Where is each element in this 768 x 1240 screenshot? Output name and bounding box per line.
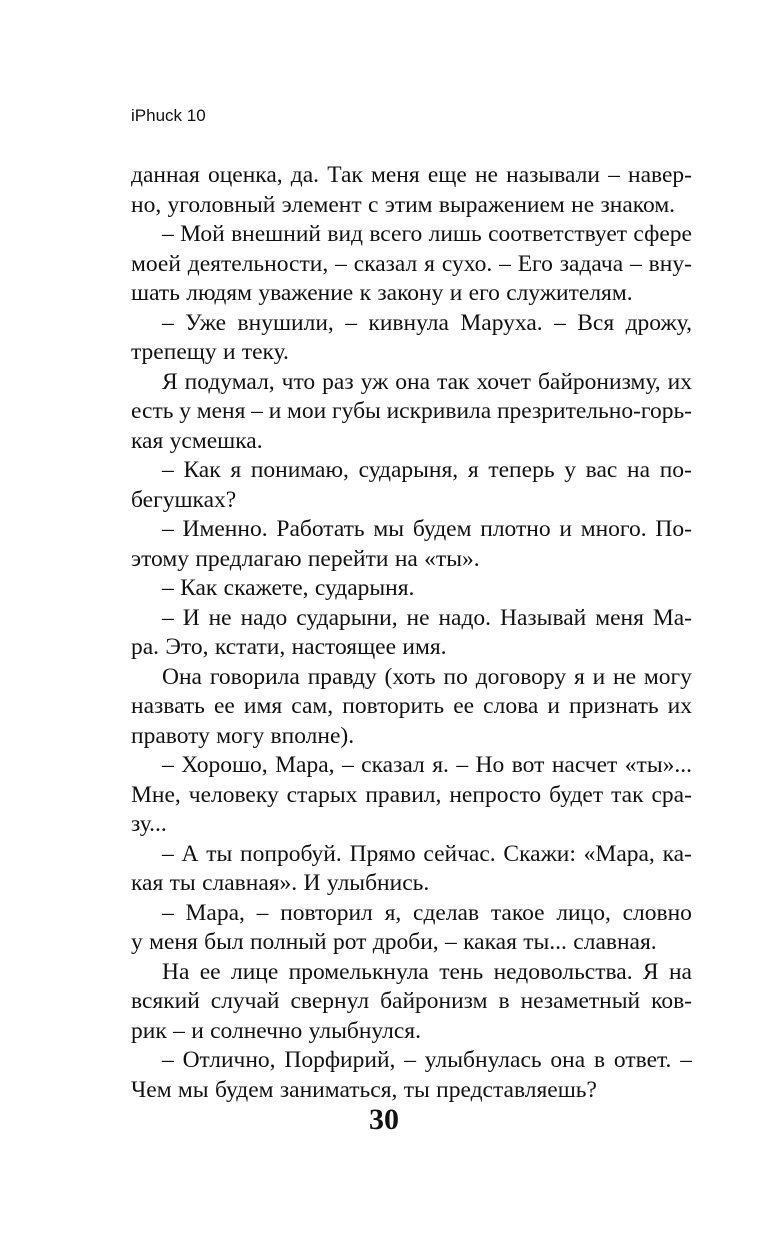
word: – [341,752,354,778]
word: – [345,309,357,336]
text-line [131,368,692,398]
word: губы [332,398,381,424]
word: скажете, [223,575,309,601]
word: «Мара, [583,840,655,867]
word: Мара, [185,899,245,926]
word: к [359,280,372,306]
word: кивнула [368,309,449,336]
word: уголовный [167,191,276,218]
word: представляешь? [436,1076,597,1103]
word: рот [332,929,367,955]
word: байронизм [380,988,488,1014]
word: теперь [488,457,555,483]
word: сказал [353,250,418,277]
word: всего [369,221,423,247]
word: я. [432,752,449,778]
word: Ма- [652,604,692,631]
word: Это, [165,634,209,660]
word: бегушках? [131,486,237,513]
word: ты [169,870,196,896]
word: будет [549,781,604,808]
word: ка- [662,840,692,867]
word: выражением [438,191,565,218]
word: – [404,1047,416,1073]
text-line [131,987,692,1017]
word: будем [412,516,472,542]
running-head: iPhuck 10 [131,106,206,125]
word: А [181,840,199,867]
word: кая [131,427,164,454]
word: вас [585,457,618,483]
text-line [131,574,692,604]
word: но, [131,191,162,218]
word: сударыня, [358,457,459,483]
word: этому [131,545,189,572]
text-line [131,751,692,781]
word: говорила [209,663,300,690]
word: меня [196,398,246,424]
word: настоящее [291,634,397,660]
word: незаметный [520,988,641,1014]
word: понимаю, [250,457,349,483]
word: мы [373,516,405,542]
word: Я [642,958,659,985]
word: – [680,1047,692,1073]
word: договору [475,663,567,690]
word: Отлично, [182,1047,276,1073]
word: деятельности, [187,250,329,277]
word: свернул [290,988,370,1014]
word: и [268,398,282,424]
word: не [406,604,430,631]
word: – [162,309,174,336]
word: сейчас. [423,840,496,867]
text-line [131,1076,692,1106]
word: у [131,929,143,955]
word: повторить [342,693,445,719]
word: в [498,988,510,1014]
word: искривила [386,398,492,424]
word: лицо, [556,899,611,926]
word: – [162,516,174,542]
word: усмешка. [169,427,263,454]
word: знаком. [600,191,676,218]
word: есть [131,398,174,424]
word: сра- [651,781,692,808]
word: с [367,191,379,218]
text-line [131,545,692,575]
word: полный [249,929,327,955]
page-number: 30 [369,1103,399,1136]
word: имя. [402,634,447,660]
word: не [208,604,232,631]
text-line [131,781,692,811]
word: Вся [577,309,615,336]
text-line [131,604,692,634]
word: на [394,545,418,572]
text-line [131,692,692,722]
word: вот [511,752,545,778]
word: плотно [480,516,551,542]
word: я [230,457,242,483]
word: такое [490,899,545,926]
word: – [251,398,263,424]
word: на [668,958,692,985]
word: на [627,457,651,483]
word: недовольства. [493,958,633,985]
word: промелькнула [288,958,429,985]
text-line [131,191,692,221]
word: – [173,1017,185,1044]
word: я [573,663,585,690]
word: их [667,693,692,719]
word: их [667,368,692,395]
text-line [131,869,692,899]
word: ее [213,693,235,719]
word: На [162,958,190,985]
word: Я [162,368,178,395]
word: у [564,457,576,483]
word: – [630,250,642,277]
word: кая [131,870,164,896]
word: Мой [180,221,225,247]
word: ты [206,840,233,867]
word: сам, [291,693,334,719]
word: элемент [281,191,362,218]
word: И [182,604,200,631]
word: и [559,516,572,542]
text-line [131,456,692,486]
word: сказал [361,752,425,778]
word: сударыня. [314,575,415,601]
word: Мара, [275,752,335,778]
word: еще [427,162,467,188]
word: правоту [131,722,210,749]
word: тень [439,958,484,985]
word: раз [322,368,354,395]
word: вполне). [270,722,355,749]
word: надо [240,604,288,631]
word: я, [384,899,402,926]
word: случай [210,988,280,1014]
word: Скажи: [503,840,576,867]
text-line [131,515,692,545]
word: Уже [185,309,227,336]
word: – [162,840,174,867]
word: хочет [476,368,531,395]
word: Она [162,663,202,690]
word: Маруха. [460,309,543,336]
word: Как [180,575,218,601]
word: ков- [651,988,692,1014]
word: признать [569,693,659,719]
word: солнечно [210,1017,303,1044]
word: – [456,752,469,778]
text-line [131,279,692,309]
word: его [468,280,500,306]
word: По- [655,516,692,542]
word: Прямо [349,840,416,867]
word: уж [360,368,389,395]
word: назвать [131,693,205,719]
text-line [131,1046,692,1076]
word: был [204,929,244,955]
word: – [162,221,174,247]
word: – [162,1047,174,1073]
text-line [131,810,692,840]
word: данная [131,162,200,188]
word: внешний [231,221,322,247]
word: я [424,250,435,277]
text-line [131,840,692,870]
word: вну- [648,250,692,277]
word: И [303,870,321,896]
text-line [131,633,692,663]
word: зу... [131,811,167,837]
word: старых [286,781,358,808]
word: теку. [241,339,289,365]
word: правил, [365,781,442,808]
word: – [162,752,174,778]
word: Работать [276,516,365,542]
word: уважение [258,280,354,306]
word: я [467,457,479,483]
text-line [131,722,692,752]
word: Мне, [131,781,181,808]
word: мои [287,398,327,424]
word: навер- [628,162,692,188]
word: по [443,663,468,690]
word: соответствует [488,221,628,247]
word: правду [307,663,377,690]
word: ты [403,1076,430,1103]
word: – [608,162,620,188]
word: – [162,899,174,926]
word: всякий [131,988,200,1014]
word: славная. [573,929,657,955]
text-line [131,250,692,280]
text-line [131,397,692,427]
word: – [162,575,174,601]
word: славная». [202,870,298,896]
text-line [131,899,692,929]
word: – [499,250,511,277]
word: у [179,398,191,424]
word: шать [131,280,180,306]
word: меня [149,929,198,955]
text-line [131,309,692,339]
word: меня [371,162,420,188]
word: и [547,693,560,719]
word: закону [377,280,444,306]
text-line [131,161,692,191]
word: и [191,1017,204,1044]
word: насчет [551,752,618,778]
word: презрительно-горь- [496,398,692,424]
word: так [611,781,644,808]
word: не [474,162,498,188]
text-line [131,928,692,958]
word: (хоть [384,663,436,690]
word: будем [214,1076,274,1103]
word: «ты»... [624,752,692,778]
word: надо. [438,604,492,631]
word: какая [463,929,517,955]
word: улыбнулась [424,1047,542,1073]
word: – [162,604,174,631]
word: имя [243,693,283,719]
word: Чем [131,1076,172,1103]
text-line [131,338,692,368]
word: мы [177,1076,209,1103]
word: называли [506,162,600,188]
word: лице [230,958,279,985]
word: дрожу, [625,309,692,336]
word: не [613,663,637,690]
word: заниматься, [279,1076,398,1103]
word: – [445,929,457,955]
word: Как [183,457,221,483]
word: могу [216,722,265,749]
word: задача [559,250,624,277]
word: попробуй. [240,840,342,867]
word: моей [131,250,181,277]
word: повторил [280,899,373,926]
word: оценка, [207,162,283,188]
word: словно [622,899,692,926]
word: перейти [307,545,389,572]
word: – [162,457,174,483]
word: человеку [188,781,279,808]
word: дроби, [372,929,439,955]
word: – [256,899,269,926]
word: «ты». [424,545,480,572]
word: Называй [499,604,587,631]
word: – [335,250,347,277]
word: кстати, [214,634,286,660]
word: могу [643,663,692,690]
word: рик [131,1017,167,1044]
word: сударыни, [296,604,398,631]
word: улыбнись. [326,870,430,896]
text-line [131,663,692,693]
word: и [592,663,606,690]
word: и [222,339,236,365]
text-line [131,486,692,516]
text-line [131,220,692,250]
word: сфере [633,221,692,247]
word: ты... [523,929,567,955]
word: лишь [428,221,482,247]
word: ра. [131,634,160,660]
word: байронизму, [537,368,661,395]
word: по- [659,457,692,483]
word: меня [595,604,644,631]
word: – [554,309,566,336]
word: людям [186,280,252,306]
word: предлагаю [195,545,302,572]
word: Его [517,250,553,277]
word: внушили, [237,309,334,336]
word: Порфирий, [284,1047,396,1073]
word: трепещу [131,339,217,365]
word: она [550,1047,586,1073]
word: она [395,368,431,395]
word: вид [327,221,363,247]
word: сухо. [441,250,493,277]
word: что [281,368,316,395]
word: сделав [413,899,480,926]
text-line [131,427,692,457]
word: много. [580,516,647,542]
word: слова [483,693,539,719]
word: Так [327,162,363,188]
word: ее [199,958,221,985]
word: служителям. [506,280,633,306]
word: Именно. [182,516,268,542]
page-body [131,161,692,1105]
text-line [131,1017,692,1047]
word: Но [475,752,505,778]
word: непросто [449,781,542,808]
word: ответ. [613,1047,672,1073]
word: подумал, [184,368,275,395]
word: улыбнулся. [308,1017,421,1044]
text-line [131,958,692,988]
word: Хорошо, [181,752,268,778]
word: в [593,1047,606,1073]
word: ее [453,693,475,719]
word: так [437,368,470,395]
word: да. [290,162,320,188]
word: и [449,280,463,306]
word: этим [384,191,433,218]
word: не [571,191,595,218]
